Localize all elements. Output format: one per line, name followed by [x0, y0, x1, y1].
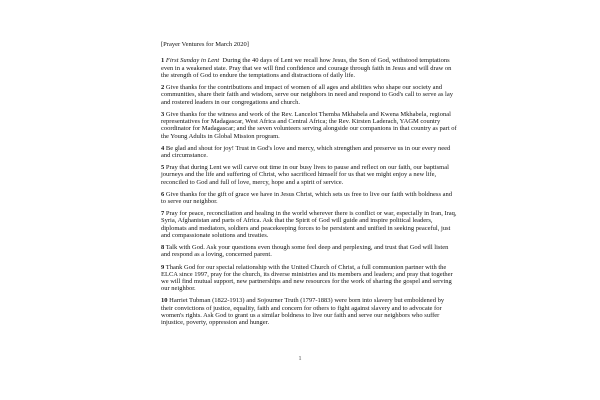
- paragraph-italic-lead: First Sunday in Lent: [165, 57, 220, 65]
- paragraph-number: 4: [161, 144, 165, 152]
- prayer-paragraph-9: [161, 264, 457, 293]
- paragraph-number: 1: [161, 57, 165, 65]
- prayer-paragraph-1: [161, 57, 457, 79]
- prayer-paragraph-7: [161, 210, 457, 239]
- prayer-paragraph-6: [161, 191, 457, 206]
- prayer-paragraph-5: [161, 164, 457, 186]
- paragraph-text: Pray for peace, reconciliation and healing in the world wherever there is conflict or war, especially in Iran, Iraq, Syria, Afghanistan and parts of Africa. Ask that the Spirit of God will guide and inspire political leaders, diplomats and mediators, soldiers and peacekeeping forces to be persistent and unified in seeking peaceful, just and compassionate solutions and treaties.: [161, 210, 457, 240]
- paragraph-number: 7: [161, 210, 165, 218]
- prayer-paragraph-3: [161, 111, 457, 140]
- prayer-paragraph-2: [161, 84, 457, 106]
- paragraph-text: Give thanks for the contributions and impact of women of all ages and abilities who shape our society and communities, share their faith and wisdom, serve our neighbors in need and respond to God's call to serve as lay and rostered leaders in our congregations and church.: [161, 83, 453, 106]
- prayer-paragraph-4: [161, 145, 457, 160]
- paragraph-number: 8: [161, 244, 165, 252]
- page-number: 1: [298, 355, 302, 362]
- paragraph-text: Give thanks for the gift of grace we have in Jesus Christ, which sets us free to live our faith with boldness and to serve our neighbor.: [161, 190, 452, 206]
- paragraph-text: During the 40 days of Lent we recall how Jesus, the Son of God, withstood temptations even in a weakened state. Pray that we will find confidence and courage through faith in Jesus and will draw on the strength of God to endure the temptations and distractions of daily life.: [161, 57, 452, 79]
- paragraph-number: 6: [161, 190, 165, 198]
- paragraph-number: 2: [161, 83, 165, 91]
- paragraph-number: 9: [161, 263, 165, 271]
- paragraph-text: Talk with God. Ask your questions even though some feel deep and perplexing, and trust that God will listen and respond as a loving, concerned parent.: [161, 244, 449, 259]
- prayer-paragraph-8: [161, 244, 457, 259]
- paragraph-text: Thank God for our special relationship with the United Church of Christ, a full communion partner with the ELCA since 1997, pray for the church, its diverse ministries and its members and leaders; and pray that together we will find mutual support, new partnerships and new resources for the work of sharing the gospel and serving our neighbor.: [161, 263, 453, 293]
- text-column: [161, 41, 457, 331]
- paragraph-text: Harriet Tubman (1822-1913) and Sojourner Truth (1797-1883) were born into slavery but emboldened by their convictions of justice, equality, faith and concern for others to fight against slavery and to advocate for women's rights. Ask God to grant us a similar boldness to live our faith and serve our neighbors who suffer injustice, poverty, oppression and hunger.: [161, 297, 445, 327]
- paragraph-text: Give thanks for the witness and work of the Rev. Lancelot Themba Mkhabela and Kwena Mkhabela, regional representatives for Madagascar, West Africa and Central Africa; the Rev. Kirsten Laderach, YAGM country coordinator for Madagascar; and the seven volunteers serving alongside our companions in that country as part of the Young Adults in Global Mission program.: [161, 110, 457, 140]
- paragraph-number: 10: [161, 297, 168, 305]
- paragraph-number: 3: [161, 110, 165, 118]
- document-title: [Prayer Ventures for March 2020]: [161, 41, 249, 48]
- paragraph-text: Be glad and shout for joy! Trust in God's love and mercy, which strengthen and preserve us in our every need and circumstance.: [161, 144, 451, 159]
- paragraph-text: Pray that during Lent we will carve out time in our busy lives to pause and reflect on our faith, our baptismal journeys and the life and suffering of Christ, who sacrificed himself for us that we might enjoy a new life, reconciled to God and full of love, mercy, hope and a spirit of service.: [161, 164, 449, 186]
- prayer-paragraph-10: [161, 297, 457, 326]
- paragraph-number: 5: [161, 164, 165, 172]
